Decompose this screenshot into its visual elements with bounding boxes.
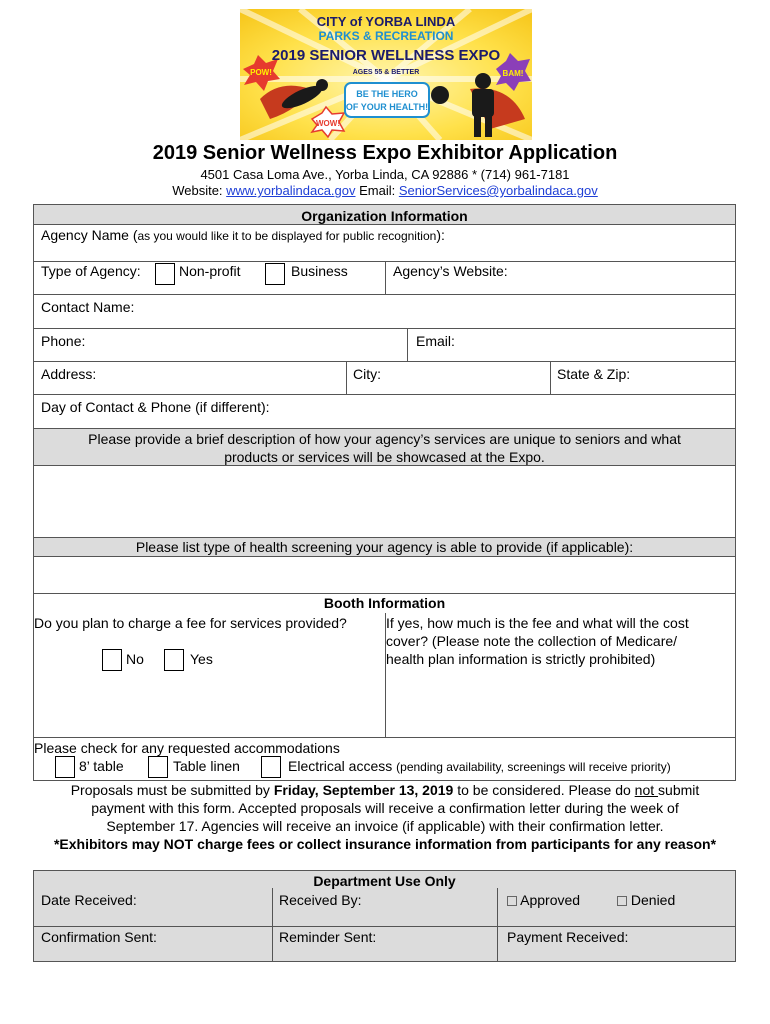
website-label: Website:	[172, 183, 227, 198]
fee-no-label: No	[126, 651, 144, 667]
banner-hero-line1: BE THE HERO	[356, 89, 418, 99]
department-use-table	[33, 870, 736, 962]
banner-parks-text: PARKS & RECREATION	[318, 29, 454, 43]
org-section-title: Organization Information	[301, 208, 468, 224]
email-label: Email:	[355, 183, 399, 198]
table-linen-label: Table linen	[173, 758, 240, 774]
denied-option[interactable]: Denied	[617, 892, 675, 908]
page-title: 2019 Senior Wellness Expo Exhibitor Application	[152, 142, 618, 164]
screening-textarea[interactable]	[34, 557, 735, 592]
approved-checkbox[interactable]	[507, 896, 517, 906]
booth-section-title: Booth Information	[323, 595, 446, 611]
approved-option[interactable]: Approved	[507, 892, 580, 908]
expo-banner	[240, 9, 532, 140]
denied-checkbox[interactable]	[617, 896, 627, 906]
fee-yes-checkbox[interactable]	[164, 649, 184, 671]
fee-detail-line2: cover? (Please note the collection of Medicare/	[386, 633, 678, 649]
banner-hero-line2: OF YOUR HEALTH!	[345, 102, 429, 112]
dept-section-title: Department Use Only	[313, 873, 456, 889]
table-8-checkbox[interactable]	[55, 756, 75, 778]
agency-type-label: Type of Agency:	[41, 263, 141, 279]
banner-ages-text: AGES 55 & BETTER	[352, 69, 420, 76]
email-link[interactable]: SeniorServices@yorbalindaca.gov	[398, 183, 598, 198]
city-field[interactable]: City:	[353, 366, 381, 382]
agency-name-field[interactable]: Agency Name (as you would like it to be displayed for public recognition):	[41, 227, 445, 243]
agency-website-field[interactable]: Agency’s Website:	[393, 263, 508, 279]
banner-expo-text: 2019 SENIOR WELLNESS EXPO	[271, 47, 501, 64]
business-checkbox[interactable]	[265, 263, 285, 285]
submission-notice-line1: Proposals must be submitted by Friday, September 13, 2019 to be considered. Please do not submit	[70, 782, 700, 798]
submission-notice-line2: payment with this form. Accepted proposals will receive a confirmation letter during the week of	[91, 800, 679, 816]
nonprofit-label: Non-profit	[179, 263, 241, 279]
payment-received-field[interactable]: Payment Received:	[507, 929, 629, 945]
fee-detail-line3: health plan information is strictly prohibited)	[386, 651, 656, 667]
address-line: 4501 Casa Loma Ave., Yorba Linda, CA 92886 * (714) 961-7181	[200, 167, 570, 182]
accommodations-label: Please check for any requested accommodations	[34, 740, 340, 756]
date-received-field[interactable]: Date Received:	[41, 892, 137, 908]
fee-detail-line1: If yes, how much is the fee and what will the cost	[386, 615, 689, 631]
electrical-label: Electrical access (pending availability, screenings will receive priority)	[288, 758, 671, 774]
screening-prompt: Please list type of health screening your agency is able to provide (if applicable):	[135, 539, 634, 555]
description-prompt-line2: products or services will be showcased at the Expo.	[224, 449, 545, 465]
submission-notice-line3: September 17. Agencies will receive an invoice (if applicable) with their confirmation letter.	[106, 818, 664, 834]
application-form	[33, 204, 736, 781]
exhibitor-warning: *Exhibitors may NOT charge fees or collect insurance information from participants for any reason*	[53, 836, 717, 852]
nonprofit-checkbox[interactable]	[155, 263, 175, 285]
website-link[interactable]: www.yorbalindaca.gov	[226, 183, 356, 198]
description-prompt-line1: Please provide a brief description of how your agency’s services are unique to seniors and what	[88, 431, 681, 447]
fee-yes-label: Yes	[190, 651, 213, 667]
email-field[interactable]: Email:	[416, 333, 455, 349]
table-linen-checkbox[interactable]	[148, 756, 168, 778]
address-field[interactable]: Address:	[41, 366, 97, 382]
svg-text:BAM!: BAM!	[502, 69, 524, 78]
svg-text:POW!: POW!	[250, 68, 272, 77]
business-label: Business	[291, 263, 348, 279]
phone-field[interactable]: Phone:	[41, 333, 86, 349]
fee-question: Do you plan to charge a fee for services provided?	[34, 615, 347, 631]
received-by-field[interactable]: Received By:	[279, 892, 362, 908]
table-8-label: 8’ table	[79, 758, 124, 774]
state-zip-field[interactable]: State & Zip:	[557, 366, 631, 382]
bomb-icon	[431, 86, 449, 104]
description-textarea[interactable]	[34, 466, 735, 536]
svg-text:WOW!: WOW!	[316, 119, 340, 128]
confirmation-sent-field[interactable]: Confirmation Sent:	[41, 929, 157, 945]
fee-no-checkbox[interactable]	[102, 649, 122, 671]
electrical-checkbox[interactable]	[261, 756, 281, 778]
contact-line	[0, 183, 770, 198]
contact-name-field[interactable]: Contact Name:	[41, 299, 135, 315]
banner-city-text: CITY of YORBA LINDA	[316, 14, 456, 29]
reminder-sent-field[interactable]: Reminder Sent:	[279, 929, 377, 945]
day-contact-field[interactable]: Day of Contact & Phone (if different):	[41, 399, 270, 415]
